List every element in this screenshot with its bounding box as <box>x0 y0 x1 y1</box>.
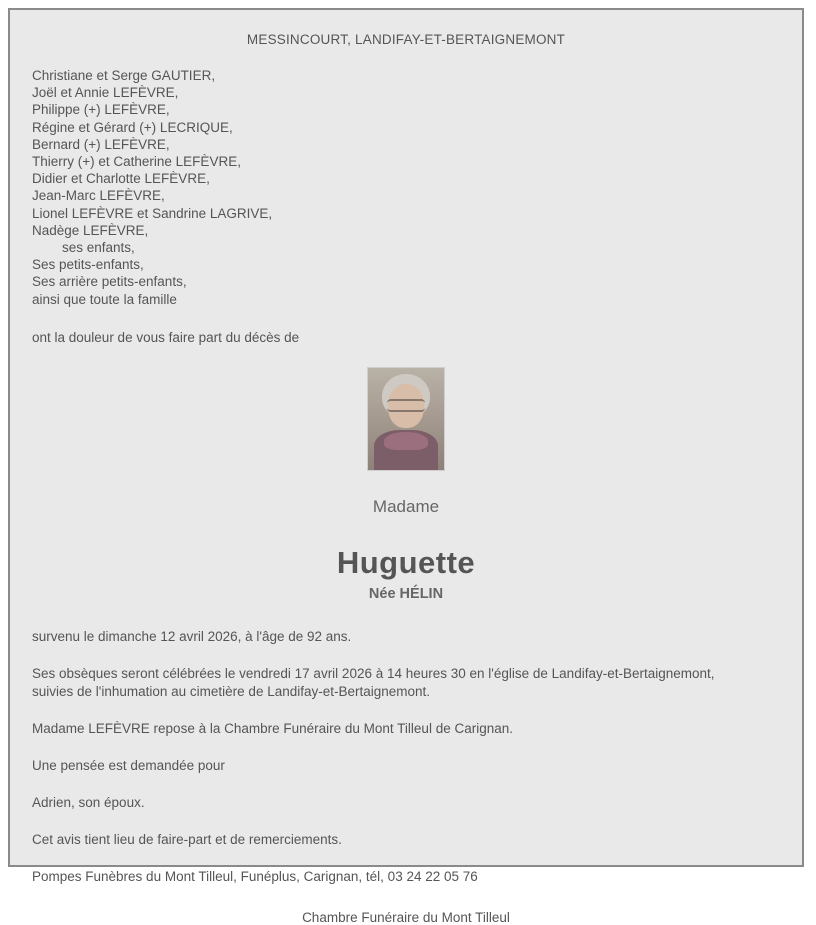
thought-line: Une pensée est demandée pour <box>32 757 225 773</box>
spouse-line: Adrien, son époux. <box>32 794 145 810</box>
footer-line: Chambre Funéraire du Mont Tilleul <box>302 909 510 925</box>
death-date-line: survenu le dimanche 12 avril 2026, à l'âge de 92 ans. <box>32 628 352 644</box>
honorific-title: Madame <box>372 496 440 516</box>
family-list-item: Régine et Gérard (+) LECRIQUE, <box>32 119 233 135</box>
ceremony-line-2: suivies de l'inhumation au cimetière de Landifay-et-Bertaignemont. <box>32 683 431 699</box>
death-notice-card <box>8 8 804 925</box>
family-list-item: Philippe (+) LEFÈVRE, <box>32 102 170 118</box>
deceased-maiden-name: Née HÉLIN <box>368 585 444 602</box>
family-list-item: Didier et Charlotte LEFÈVRE, <box>32 171 210 187</box>
family-list-item: Joël et Annie LEFÈVRE, <box>32 85 179 101</box>
repose-line: Madame LEFÈVRE repose à la Chambre Funéraire du Mont Tilleul de Carignan. <box>32 720 513 736</box>
announcement-line: ont la douleur de vous faire part du décès de <box>32 329 300 345</box>
ceremony-line-1: Ses obsèques seront célébrées le vendredi 17 avril 2026 à 14 heures 30 en l'église de Landifay-et-Bertaignemont, <box>32 665 715 681</box>
family-list-item: ainsi que toute la famille <box>32 291 177 307</box>
notice-statement-line: Cet avis tient lieu de faire-part et de remerciements. <box>32 831 342 847</box>
family-list-item: Jean-Marc LEFÈVRE, <box>32 188 165 204</box>
family-list-item: Thierry (+) et Catherine LEFÈVRE, <box>32 154 241 170</box>
portrait-container <box>10 367 802 471</box>
glasses-icon <box>387 399 425 412</box>
family-list-item: Lionel LEFÈVRE et Sandrine LAGRIVE, <box>32 205 273 221</box>
family-list-item: Ses arrière petits-enfants, <box>32 274 187 290</box>
notice-body <box>10 628 802 886</box>
portrait-photo <box>367 367 445 471</box>
family-list-item: Ses petits-enfants, <box>32 257 144 273</box>
family-list-item: Bernard (+) LEFÈVRE, <box>32 136 170 152</box>
family-list-item: Christiane et Serge GAUTIER, <box>32 68 216 83</box>
family-list-item-children: ses enfants, <box>62 240 135 256</box>
family-list-item: Nadège LEFÈVRE, <box>32 222 149 238</box>
funeral-home-line: Pompes Funèbres du Mont Tilleul, Funéplus, Carignan, tél, 03 24 22 05 76 <box>32 868 478 884</box>
locality-header: MESSINCOURT, LANDIFAY-ET-BERTAIGNEMONT <box>246 32 566 47</box>
deceased-first-name: Huguette <box>336 544 476 580</box>
family-list <box>10 67 802 308</box>
portrait-scarf <box>384 432 428 450</box>
